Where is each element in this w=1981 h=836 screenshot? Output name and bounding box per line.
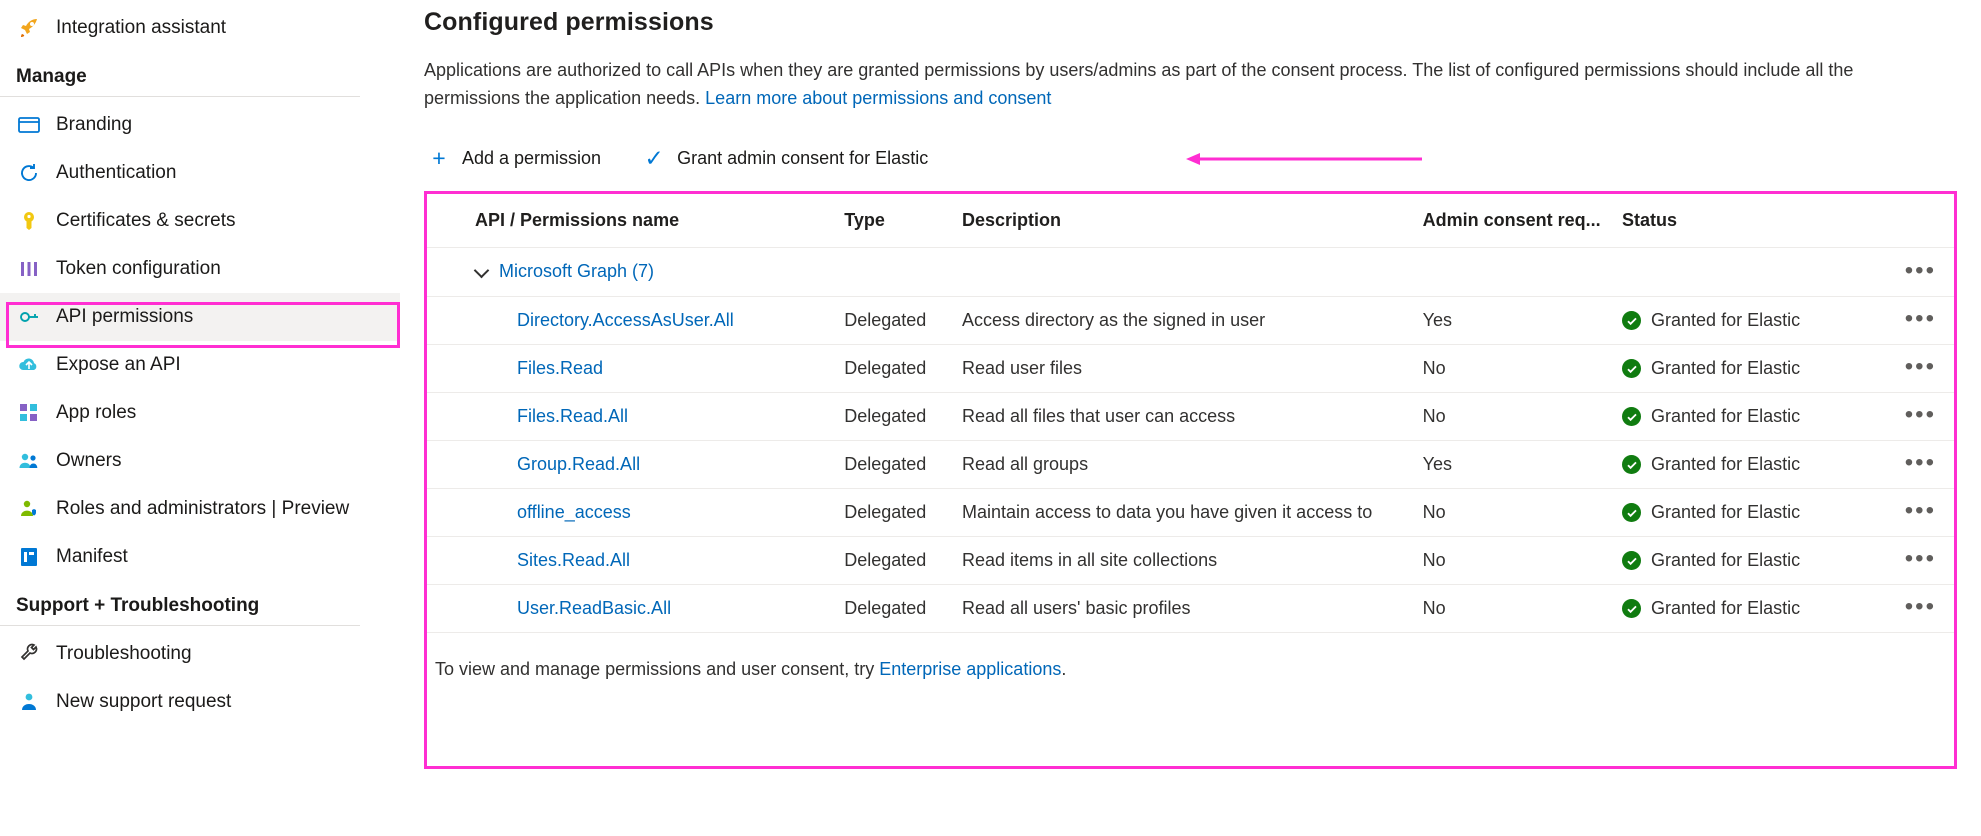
- table-row: [427, 393, 1954, 441]
- permission-type-cell: Delegated: [836, 297, 954, 345]
- status-badge: Granted for Elastic: [1651, 598, 1801, 619]
- command-bar: [424, 139, 1957, 179]
- support-person-icon: [16, 689, 42, 715]
- plus-icon: +: [432, 145, 446, 172]
- status-granted-icon: [1622, 503, 1641, 522]
- sidebar-item-authentication[interactable]: [0, 149, 400, 197]
- permission-type-cell: Delegated: [836, 441, 954, 489]
- sidebar-item-label: New support request: [56, 691, 232, 712]
- sidebar-item-token-configuration[interactable]: [0, 245, 400, 293]
- status-badge: Granted for Elastic: [1651, 406, 1801, 427]
- row-menu-cell: [1885, 393, 1954, 441]
- footnote-suffix: .: [1061, 659, 1067, 680]
- permission-type-cell: Delegated: [836, 585, 954, 633]
- sidebar-section-manage: Manage: [0, 52, 360, 97]
- permission-name-cell: [427, 345, 836, 393]
- sidebar-item-label: API permissions: [56, 306, 194, 327]
- column-header-description: Description: [954, 194, 1415, 248]
- permission-name-cell: [427, 441, 836, 489]
- status-granted-icon: [1622, 599, 1641, 618]
- permission-admin-consent-cell: Yes: [1415, 441, 1614, 489]
- api-permissions-icon: [16, 304, 42, 330]
- sidebar-item-api-permissions[interactable]: [0, 293, 400, 341]
- row-menu-cell: [1885, 247, 1954, 297]
- status-badge: Granted for Elastic: [1651, 358, 1801, 379]
- owners-icon: [16, 448, 42, 474]
- row-menu-cell: [1885, 297, 1954, 345]
- table-group-row: [427, 247, 1954, 297]
- permission-description-cell: Read user files: [954, 345, 1415, 393]
- status-badge: Granted for Elastic: [1651, 454, 1801, 475]
- row-menu-cell: [1885, 345, 1954, 393]
- sidebar-item-branding[interactable]: [0, 101, 400, 149]
- authentication-icon: [16, 160, 42, 186]
- permission-type-cell: Delegated: [836, 345, 954, 393]
- sidebar-item-certificates-secrets[interactable]: [0, 197, 400, 245]
- permission-name-cell: [427, 489, 836, 537]
- sidebar-item-label: Authentication: [56, 162, 177, 183]
- chevron-down-icon: [475, 264, 489, 278]
- row-context-menu-button[interactable]: •••: [1904, 593, 1936, 621]
- status-granted-icon: [1622, 551, 1641, 570]
- group-label: Microsoft Graph (7): [499, 260, 655, 281]
- row-context-menu-button[interactable]: •••: [1904, 256, 1936, 284]
- microsoft-graph-group-toggle[interactable]: [475, 261, 654, 282]
- permission-description-cell: Access directory as the signed in user: [954, 297, 1415, 345]
- permission-description-cell: Maintain access to data you have given it access to: [954, 489, 1415, 537]
- sidebar-item-troubleshooting[interactable]: [0, 630, 400, 678]
- annotation-arrow: [1184, 149, 1424, 169]
- sidebar-item-expose-an-api[interactable]: [0, 341, 400, 389]
- permission-name-cell: [427, 393, 836, 441]
- intro-text-body: Applications are authorized to call APIs when they are granted permissions by users/admins as part of the consent process. The list of configured permissions should include all the permissions the application needs.: [424, 60, 1854, 108]
- checkmark-icon: ✓: [644, 145, 664, 172]
- permission-status-cell: [1614, 585, 1885, 633]
- sidebar: [0, 0, 400, 836]
- table-row: [427, 585, 1954, 633]
- permission-description-cell: Read all groups: [954, 441, 1415, 489]
- table-row: [427, 537, 1954, 585]
- column-header-type: Type: [836, 194, 954, 248]
- app-roles-icon: [16, 400, 42, 426]
- add-permission-button[interactable]: [424, 145, 605, 172]
- table-row: [427, 489, 1954, 537]
- permission-link[interactable]: offline_access: [517, 502, 631, 523]
- add-permission-label: Add a permission: [462, 148, 602, 169]
- rocket-icon: [16, 15, 42, 41]
- permission-description-cell: Read items in all site collections: [954, 537, 1415, 585]
- footnote-text: [427, 633, 1954, 680]
- permission-status-cell: [1614, 489, 1885, 537]
- learn-more-link[interactable]: Learn more about permissions and consent: [705, 87, 1052, 108]
- row-menu-cell: [1885, 585, 1954, 633]
- status-badge: Granted for Elastic: [1651, 550, 1801, 571]
- sidebar-item-app-roles[interactable]: [0, 389, 400, 437]
- permission-status-cell: [1614, 441, 1885, 489]
- permission-admin-consent-cell: Yes: [1415, 297, 1614, 345]
- permission-link[interactable]: Sites.Read.All: [517, 550, 631, 571]
- permission-description-cell: Read all users' basic profiles: [954, 585, 1415, 633]
- sidebar-item-label: Troubleshooting: [56, 643, 192, 664]
- permissions-table-highlight: [424, 191, 1957, 769]
- permission-type-cell: Delegated: [836, 489, 954, 537]
- sidebar-item-label: Manifest: [56, 546, 128, 567]
- permission-status-cell: [1614, 393, 1885, 441]
- table-header-row: [427, 194, 1954, 248]
- permission-link[interactable]: User.ReadBasic.All: [517, 598, 672, 619]
- sidebar-item-integration-assistant[interactable]: [0, 4, 400, 52]
- table-row: [427, 441, 1954, 489]
- grant-admin-consent-label: Grant admin consent for Elastic: [677, 148, 929, 169]
- permission-status-cell: [1614, 537, 1885, 585]
- row-menu-cell: [1885, 441, 1954, 489]
- permission-admin-consent-cell: No: [1415, 345, 1614, 393]
- sidebar-item-manifest[interactable]: [0, 533, 400, 581]
- sidebar-item-label: Roles and administrators | Preview: [56, 498, 350, 519]
- grant-admin-consent-button[interactable]: [639, 145, 932, 172]
- table-row: [427, 345, 1954, 393]
- column-header-admin-consent: Admin consent req...: [1415, 194, 1614, 248]
- permission-admin-consent-cell: No: [1415, 537, 1614, 585]
- main-content: [400, 0, 1981, 836]
- status-badge: Granted for Elastic: [1651, 502, 1801, 523]
- row-menu-cell: [1885, 537, 1954, 585]
- permission-status-cell: [1614, 345, 1885, 393]
- sidebar-item-label: Token configuration: [56, 258, 221, 279]
- sidebar-section-support-troubleshooting: Support + Troubleshooting: [0, 581, 360, 626]
- enterprise-applications-link[interactable]: Enterprise applications: [879, 659, 1062, 680]
- sidebar-item-label: Certificates & secrets: [56, 210, 236, 231]
- sidebar-item-label: Integration assistant: [56, 17, 227, 38]
- permission-name-cell: [427, 297, 836, 345]
- permission-name-cell: [427, 585, 836, 633]
- permissions-table: [427, 194, 1954, 634]
- permission-admin-consent-cell: No: [1415, 585, 1614, 633]
- sidebar-item-roles-and-administrators[interactable]: [0, 485, 400, 533]
- permission-admin-consent-cell: No: [1415, 393, 1614, 441]
- column-header-status: Status: [1614, 194, 1885, 248]
- status-badge: Granted for Elastic: [1651, 310, 1801, 331]
- row-context-menu-button[interactable]: •••: [1904, 497, 1936, 525]
- status-granted-icon: [1622, 311, 1641, 330]
- roles-admins-icon: [16, 496, 42, 522]
- permissions-table-body: [427, 247, 1954, 633]
- group-cell: [427, 247, 1885, 297]
- branding-icon: [16, 112, 42, 138]
- permission-admin-consent-cell: No: [1415, 489, 1614, 537]
- permission-status-cell: [1614, 297, 1885, 345]
- permission-type-cell: Delegated: [836, 537, 954, 585]
- status-granted-icon: [1622, 407, 1641, 426]
- sidebar-item-label: App roles: [56, 402, 137, 423]
- permission-link[interactable]: Group.Read.All: [517, 454, 641, 475]
- column-header-menu: [1885, 194, 1954, 248]
- sidebar-item-label: Expose an API: [56, 354, 181, 375]
- sidebar-item-new-support-request[interactable]: [0, 678, 400, 726]
- permission-name-cell: [427, 537, 836, 585]
- page-title: Configured permissions: [424, 8, 714, 36]
- row-context-menu-button[interactable]: •••: [1904, 401, 1936, 429]
- row-context-menu-button[interactable]: •••: [1904, 305, 1936, 333]
- sidebar-item-label: Branding: [56, 114, 133, 135]
- sidebar-item-owners[interactable]: [0, 437, 400, 485]
- permission-description-cell: Read all files that user can access: [954, 393, 1415, 441]
- manifest-icon: [16, 544, 42, 570]
- status-granted-icon: [1622, 455, 1641, 474]
- row-context-menu-button[interactable]: •••: [1904, 353, 1936, 381]
- permission-link[interactable]: Files.Read.All: [517, 406, 629, 427]
- table-row: [427, 297, 1954, 345]
- sidebar-item-label: Owners: [56, 450, 122, 471]
- status-granted-icon: [1622, 359, 1641, 378]
- key-icon: [16, 208, 42, 234]
- expose-api-icon: [16, 352, 42, 378]
- row-menu-cell: [1885, 489, 1954, 537]
- column-header-name: API / Permissions name: [427, 194, 836, 248]
- intro-text: [424, 57, 1934, 113]
- row-context-menu-button[interactable]: •••: [1904, 449, 1936, 477]
- permission-link[interactable]: Directory.AccessAsUser.All: [517, 310, 734, 331]
- permission-type-cell: Delegated: [836, 393, 954, 441]
- footnote-prefix: To view and manage permissions and user consent, try: [435, 659, 880, 680]
- row-context-menu-button[interactable]: •••: [1904, 545, 1936, 573]
- token-icon: [16, 256, 42, 282]
- wrench-icon: [16, 641, 42, 667]
- permission-link[interactable]: Files.Read: [517, 358, 604, 379]
